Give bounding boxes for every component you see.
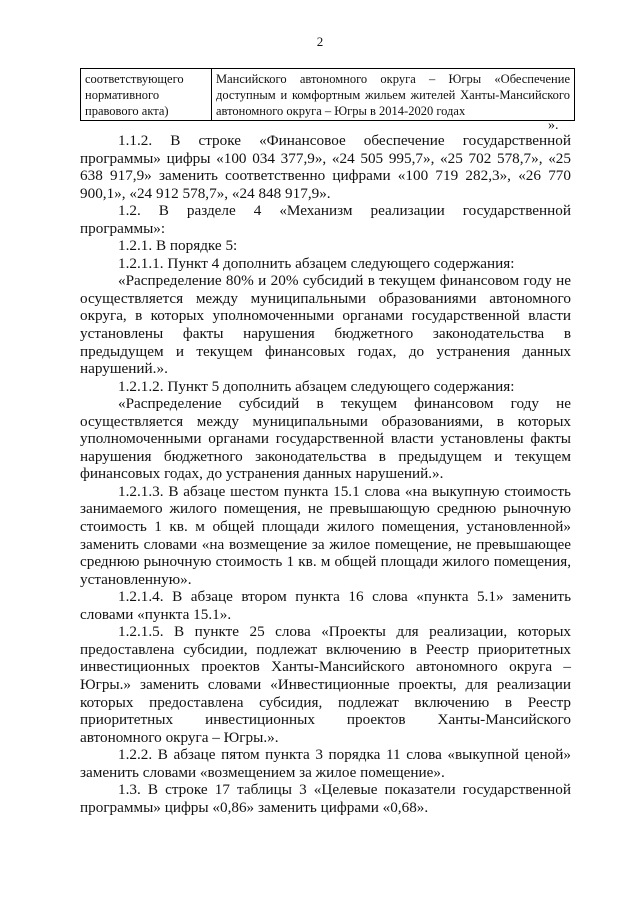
paragraph-1-2-1-5: 1.2.1.5. В пункте 25 слова «Проекты для реализации, которых предоставлена субсидии, подлежат включению в Реестр приоритетных инвестиционных проектов Ханты-Мансийского автономного округа – Югры.» заменить словами «Инвестиционные проекты, для реализации которых предоставлена субсидия, подлежат включению в Реестр приоритетных инвестиционных проектов Ханты-Мансийского автономного округа – Югры.». bbox=[80, 623, 571, 746]
quoted-insert-2: «Распределение субсидий в текущем финансовом году не осуществляется между муниципальными образованиями, в которых уполномоченными органами государственной власти установлены факты нарушения бюджетного законодательства в предыдущем и текущем финансовых годах, до устранения данных нарушений.». bbox=[80, 395, 571, 483]
paragraph-1-2-1-4: 1.2.1.4. В абзаце втором пункта 16 слова «пункта 5.1» заменить словами «пункта 15.1». bbox=[80, 588, 571, 623]
table-closing-quote: ». bbox=[548, 118, 559, 133]
table-row bbox=[81, 69, 575, 121]
paragraph-1-2-1-2: 1.2.1.2. Пункт 5 дополнить абзацем следующего содержания: bbox=[118, 377, 515, 395]
paragraph-1-2-2: 1.2.2. В абзаце пятом пункта 3 порядка 11 слова «выкупной ценой» заменить словами «возмещением за жилое помещение». bbox=[80, 746, 571, 781]
quoted-insert-1: «Распределение 80% и 20% субсидий в текущем финансовом году не осуществляется между муниципальными образованиями автономного округа, в которых уполномоченными органами государственной власти установлены факты нарушения бюджетного законодательства в предыдущем и текущем финансовых годах, до устранения данных нарушений.». bbox=[80, 272, 571, 378]
document-body bbox=[80, 132, 571, 816]
paragraph-1-1-2: 1.1.2. В строке «Финансовое обеспечение государственной программы» цифры «100 034 377,9», «24 505 995,7», «25 702 578,7», «25 638 917,9» заменить соответственно цифрами «100 719 282,3», «26 770 900,1», «24 912 578,7», «24 848 917,9». bbox=[80, 132, 571, 202]
table-cell-value: Мансийского автономного округа – Югры «Обеспечение доступным и комфортным жильем жителей Ханты-Мансийского автономного округа – Югры в 2014-2020 годах bbox=[212, 69, 575, 121]
paragraph-1-2-1-3: 1.2.1.3. В абзаце шестом пункта 15.1 слова «на выкупную стоимость занимаемого жилого помещения, не превышающую среднюю рыночную стоимость 1 кв. м общей площади жилого помещения, установленной» заменить словами «на возмещение за жилое помещение, не превышающее среднюю рыночную стоимость 1 кв. м общей площади жилого помещения, установленную». bbox=[80, 482, 571, 588]
program-passport-table bbox=[80, 68, 575, 121]
paragraph-1-2-1-1: 1.2.1.1. Пункт 4 дополнить абзацем следующего содержания: bbox=[118, 254, 515, 272]
paragraph-1-3: 1.3. В строке 17 таблицы 3 «Целевые показатели государственной программы» цифры «0,86» заменить цифрами «0,68». bbox=[80, 781, 571, 816]
paragraph-1-2-1: 1.2.1. В порядке 5: bbox=[118, 237, 238, 255]
paragraph-1-2: 1.2. В разделе 4 «Механизм реализации государственной программы»: bbox=[80, 202, 571, 237]
page-number: 2 bbox=[316, 34, 324, 49]
table-cell-label: соответствующего нормативного правового акта) bbox=[81, 69, 212, 121]
